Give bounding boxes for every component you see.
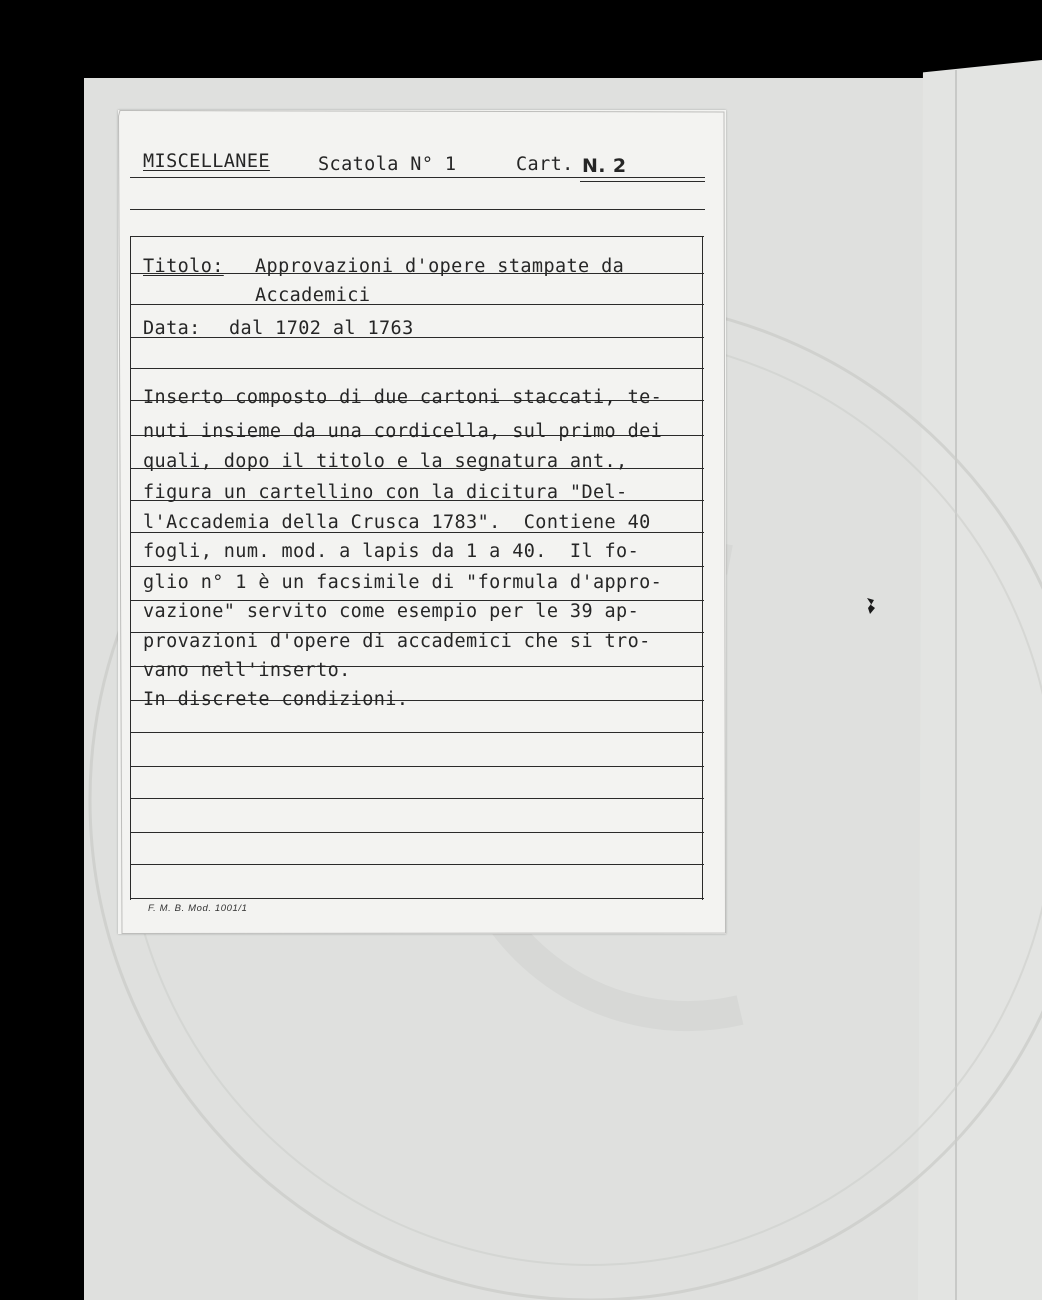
line-rule (130, 732, 704, 733)
index-card (118, 110, 726, 934)
box-top-rule (130, 236, 704, 237)
box-right-edge (702, 236, 703, 900)
description-line: In discrete condizioni. (143, 689, 409, 710)
description-line: figura un cartellino con la dicitura "Del- (143, 482, 628, 503)
header-rule-2 (130, 209, 705, 210)
line-rule (130, 368, 704, 369)
series-name: MISCELLANEE (143, 151, 270, 172)
fold-line (955, 70, 957, 1300)
folder-label: Cart. (516, 154, 574, 175)
title-label: Titolo: (143, 256, 224, 277)
line-rule (130, 864, 704, 865)
box-number: Scatola N° 1 (318, 154, 457, 175)
box-bottom-rule (130, 898, 704, 899)
description-line: provazioni d'opere di accademici che si tro- (143, 631, 651, 652)
header-rule-double (580, 181, 705, 182)
line-rule (130, 566, 704, 567)
title-line-2: Accademici (255, 285, 371, 306)
description-line: quali, dopo il titolo e la segnatura ant., (143, 451, 628, 472)
description-line: Inserto composto di due cartoni staccati, te- (143, 387, 663, 408)
line-rule (130, 798, 704, 799)
line-rule (130, 766, 704, 767)
date-label: Data: (143, 318, 201, 339)
date-value: dal 1702 al 1763 (229, 318, 414, 339)
line-rule (130, 304, 704, 305)
description-line: vano nell'inserto. (143, 660, 351, 681)
folder-flap (918, 60, 1042, 1300)
ink-mark (864, 596, 878, 616)
folder-number: N. 2 (582, 155, 627, 177)
line-rule (130, 832, 704, 833)
line-rule (130, 337, 704, 338)
title-line-1: Approvazioni d'opere stampate da (255, 256, 625, 277)
description-line: fogli, num. mod. a lapis da 1 a 40. Il fo- (143, 541, 640, 562)
description-line: vazione" servito come esempio per le 39 ap- (143, 601, 640, 622)
box-left-edge (130, 236, 131, 900)
header-rule (130, 177, 705, 178)
form-code: F. M. B. Mod. 1001/1 (148, 903, 248, 914)
description-line: nuti insieme da una cordicella, sul primo dei (143, 421, 663, 442)
description-line: glio n° 1 è un facsimile di "formula d'appro- (143, 572, 663, 593)
description-line: l'Accademia della Crusca 1783". Contiene 40 (143, 512, 651, 533)
